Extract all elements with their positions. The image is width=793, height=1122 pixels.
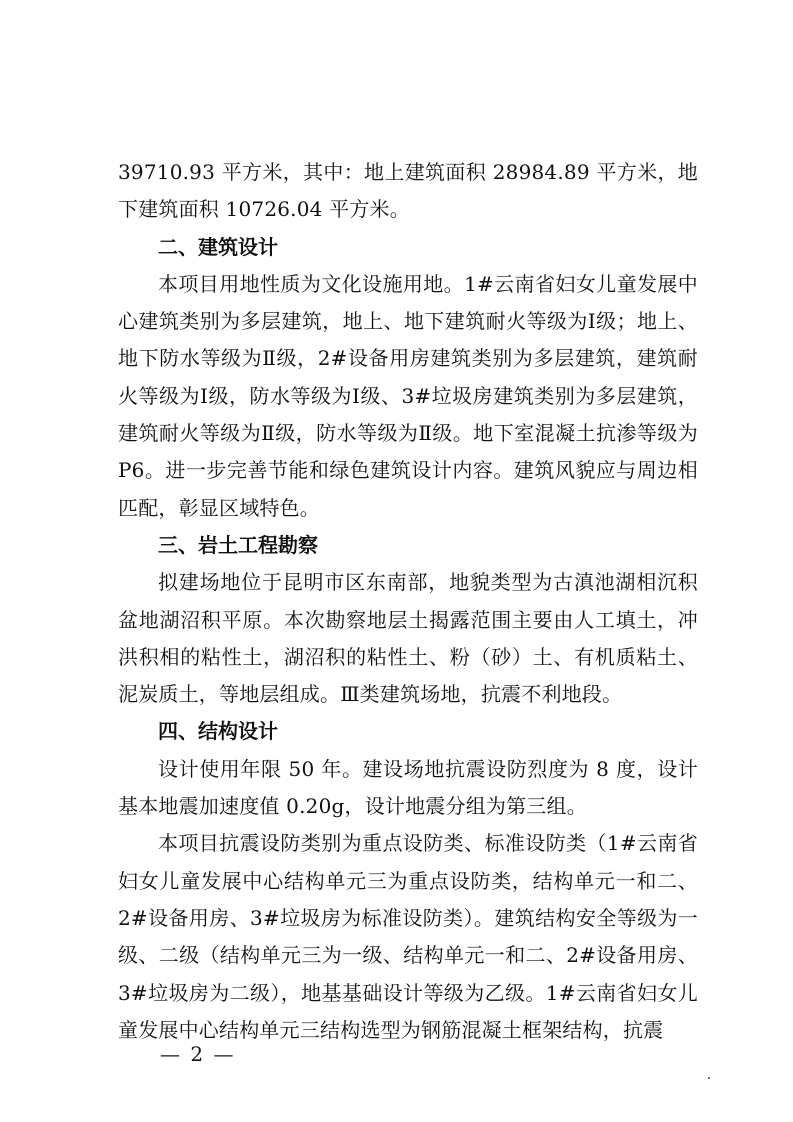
document-body (118, 154, 698, 1049)
paragraph-seismic-classification: 本项目抗震设防类别为重点设防类、标准设防类（1#云南省妇女儿童发展中心结构单元三为重点设防类，结构单元一和二、2#设备用房、3#垃圾房为标准设防类）。建筑结构安全等级为一级、二级（结构单元三为一级、结构单元一和二、2#设备用房、3#垃圾房为二级），地基基础设计等级为乙级。1#云南省妇女儿童发展中心结构单元三结构选型为钢筋混凝土框架结构，抗震 (118, 831, 698, 1042)
page-number: — 2 — (160, 1042, 236, 1066)
heading-geotechnical-survey: 三、岩土工程勘察 (158, 532, 318, 557)
heading-architectural-design: 二、建筑设计 (158, 234, 278, 259)
heading-structural-design: 四、结构设计 (158, 719, 278, 744)
paragraph-seismic-parameters: 设计使用年限 50 年。建设场地抗震设防烈度为 8 度，设计基本地震加速度值 0.20g，设计地震分组为第三组。 (118, 756, 698, 819)
scan-speck (708, 1077, 710, 1079)
paragraph-geotechnical-survey: 拟建场地位于昆明市区东南部，地貌类型为古滇池湖相沉积盆地湖沼积平原。本次勘察地层土揭露范围主要由人工填土，冲洪积相的粘性土，湖沼积的粘性土、粉（砂）土、有机质粘土、泥炭质土，等地层组成。Ⅲ类建筑场地，抗震不利地段。 (118, 570, 698, 707)
paragraph-architectural-design: 本项目用地性质为文化设施用地。1#云南省妇女儿童发展中心建筑类别为多层建筑，地上、地下建筑耐火等级为Ⅰ级；地上、地下防水等级为Ⅱ级，2#设备用房建筑类别为多层建筑，建筑耐火等级为Ⅰ级，防水等级为Ⅰ级、3#垃圾房建筑类别为多层建筑，建筑耐火等级为Ⅱ级，防水等级为Ⅱ级。地下室混凝土抗渗等级为 P6。进一步完善节能和绿色建筑设计内容。建筑风貌应与周边相匹配，彰显区域特色。 (118, 271, 698, 520)
paragraph-area-summary: 39710.93 平方米，其中：地上建筑面积 28984.89 平方米，地下建筑面积 10726.04 平方米。 (118, 160, 698, 222)
